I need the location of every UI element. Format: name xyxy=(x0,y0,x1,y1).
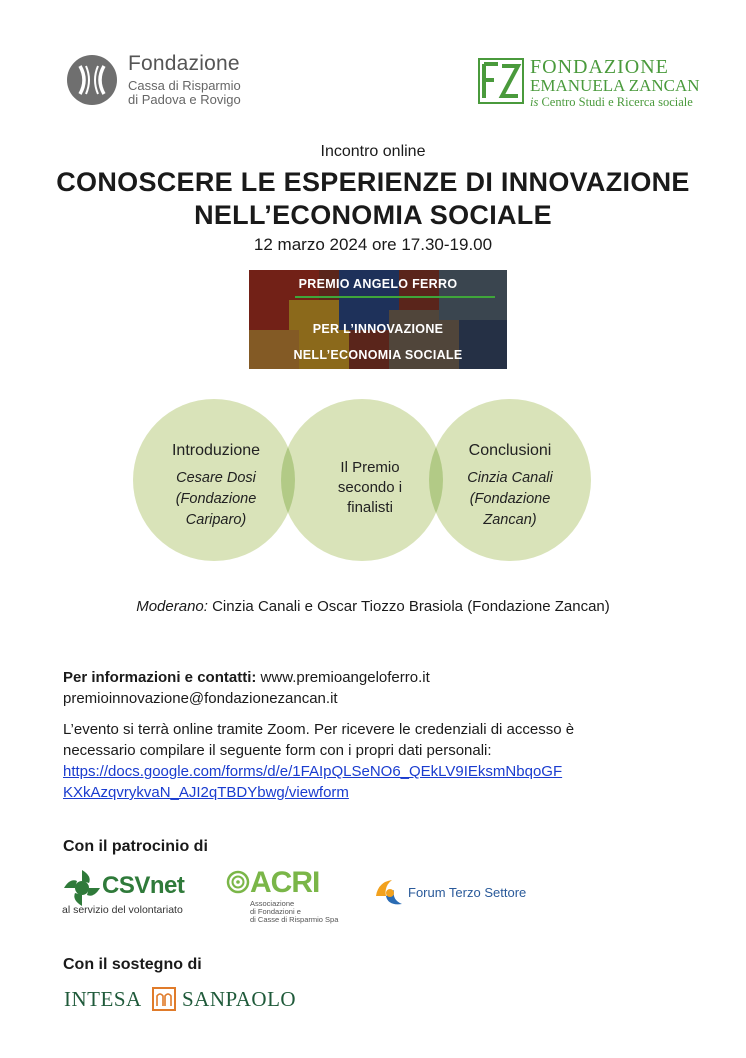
forum-name: Forum Terzo Settore xyxy=(408,885,527,900)
program-diagram xyxy=(130,388,610,588)
middle-line2: secondo i xyxy=(337,479,403,496)
title-line2: NELL’ECONOMIA SOCIALE xyxy=(194,200,552,230)
acri-line1: Associazione xyxy=(250,899,295,908)
intro-speaker xyxy=(148,468,284,531)
intesa-logo-icon xyxy=(152,987,176,1011)
cariparo-line2: di Padova e Rovigo xyxy=(128,92,241,107)
conclusion-speaker-line3: Zancan) xyxy=(483,512,537,528)
banner-rule xyxy=(295,296,495,298)
sostegno-title: Con il sostegno di xyxy=(63,956,202,973)
intro-title: Introduzione xyxy=(171,442,261,459)
form-link-line2[interactable]: KXkAzqvrykvaN_AJI2qTBDYbwg/viewform xyxy=(63,784,349,801)
cariparo-name: Fondazione xyxy=(128,52,240,75)
intesa-right: SANPAOLO xyxy=(182,987,297,1011)
cariparo-logo-icon xyxy=(66,54,118,106)
website-text: www.premioangeloferro.it xyxy=(256,669,430,686)
logo-acri xyxy=(226,866,356,922)
acri-logo-icon xyxy=(226,870,250,894)
moderators xyxy=(0,598,746,615)
zancan-prefix: is xyxy=(530,95,539,109)
logo-fondazione-zancan xyxy=(478,58,708,108)
banner-line1: PREMIO ANGELO FERRO xyxy=(298,277,458,291)
banner-line2: PER L’INNOVAZIONE xyxy=(312,322,444,336)
forum-logo-icon xyxy=(372,876,406,910)
title-line1: CONOSCERE LE ESPERIENZE DI INNOVAZIONE xyxy=(56,167,690,197)
event-text-line1: L’evento si terrà online tramite Zoom. Per ricevere le credenziali di accesso è xyxy=(63,721,575,738)
premio-banner xyxy=(249,270,507,369)
form-link[interactable] xyxy=(63,761,703,803)
event-date: 12 marzo 2024 ore 17.30-19.00 xyxy=(253,235,493,254)
intro-speaker-line3: Cariparo) xyxy=(185,512,247,528)
zancan-logo-icon xyxy=(478,58,524,104)
info-contacts xyxy=(63,667,703,709)
conclusion-speaker xyxy=(442,468,578,531)
intro-block xyxy=(148,442,284,531)
zancan-line1: FONDAZIONE xyxy=(530,56,669,78)
csvnet-tagline: al servizio del volontariato xyxy=(62,904,183,916)
conclusion-block xyxy=(442,442,578,531)
form-link-line1[interactable]: https://docs.google.com/forms/d/e/1FAIpQLSeNO6_QEkLV9IEksmNbqoGF xyxy=(63,763,563,780)
info-event xyxy=(63,719,703,803)
cariparo-line1: Cassa di Risparmio xyxy=(128,78,241,93)
logo-csvnet xyxy=(62,866,192,922)
middle-line1: Il Premio xyxy=(340,459,400,476)
csvnet-name: CSVnet xyxy=(102,872,185,899)
zancan-line2: EMANUELA ZANCAN xyxy=(530,76,700,95)
event-type: Incontro online xyxy=(320,143,426,160)
contacts-label: Per informazioni e contatti: xyxy=(63,669,257,686)
acri-subtitle xyxy=(250,900,338,924)
middle-line3: finalisti xyxy=(347,499,393,516)
logo-forum-terzo-settore xyxy=(372,876,552,912)
intesa-left: INTESA xyxy=(64,987,142,1011)
moderators-names: Cinzia Canali e Oscar Tiozzo Brasiola (Fondazione Zancan) xyxy=(207,598,610,615)
logo-fondazione-cariparo xyxy=(66,52,256,108)
logo-intesa-sanpaolo xyxy=(64,985,304,1013)
banner-line3: NELL’ECONOMIA SOCIALE xyxy=(293,348,463,362)
conclusion-title: Conclusioni xyxy=(468,442,552,459)
patrocinio-title: Con il patrocinio di xyxy=(63,838,208,855)
zancan-tagline: Centro Studi e Ricerca sociale xyxy=(541,95,693,109)
cariparo-subtitle xyxy=(128,79,241,107)
middle-block xyxy=(306,458,434,518)
acri-name: ACRI xyxy=(250,866,320,899)
acri-line2: di Fondazioni e xyxy=(250,907,301,916)
moderators-label: Moderano: xyxy=(136,598,208,615)
acri-line3: di Casse di Risparmio Spa xyxy=(250,915,339,924)
page-title xyxy=(0,166,746,232)
intro-speaker-line2: (Fondazione xyxy=(175,491,257,507)
email-text: premioinnovazione@fondazionezancan.it xyxy=(63,690,338,707)
conclusion-speaker-line1: Cinzia Canali xyxy=(467,470,553,486)
csvnet-logo-icon xyxy=(62,868,102,908)
event-text-line2: necessario compilare il seguente form con i propri dati personali: xyxy=(63,742,492,759)
intro-speaker-line1: Cesare Dosi xyxy=(176,470,256,486)
conclusion-speaker-line2: (Fondazione xyxy=(469,491,551,507)
zancan-line3 xyxy=(530,95,693,110)
